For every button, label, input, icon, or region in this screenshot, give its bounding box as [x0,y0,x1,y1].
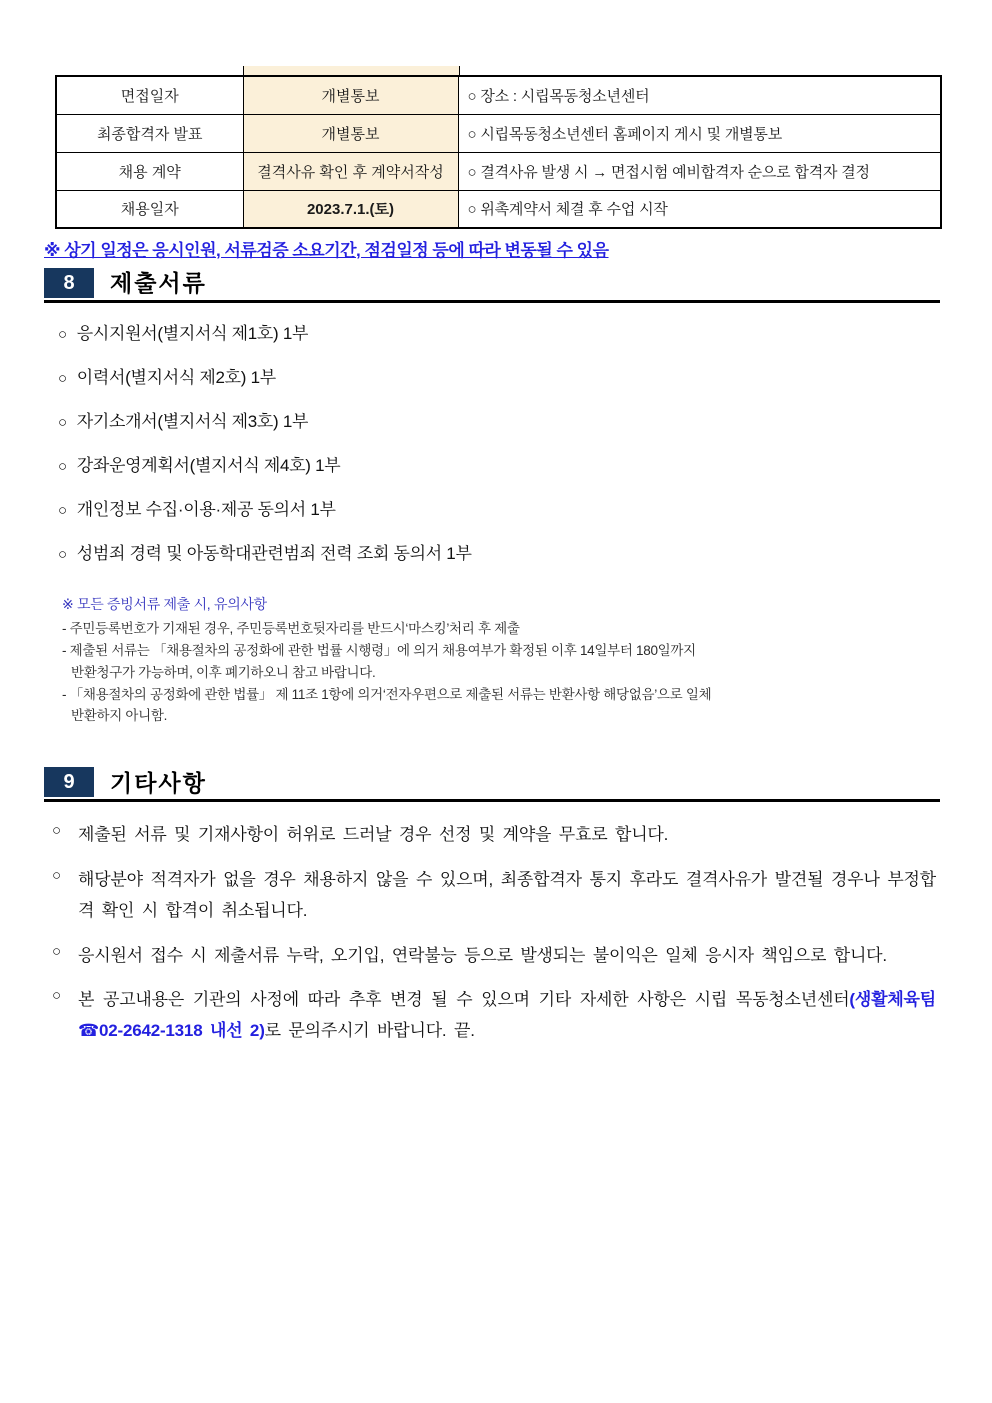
notice-header: ※ 모든 증빙서류 제출 시, 유의사항 [62,596,267,612]
section9-heading [44,767,940,802]
list-item [58,451,940,476]
list-item [52,819,940,850]
list-item-text: 강좌운영계획서(별지서식 제4호) 1부 [76,456,341,475]
table-row [56,76,941,114]
row-value: 개별통보 [243,76,458,114]
list-item-text: 해당분야 적격자가 없을 경우 채용하지 않을 수 있으며, 최종합격자 통지 후라도 결격사유가 발견될 경우나 부정합격 확인 시 합격이 취소됩니다. [78,869,936,921]
circle-bullet-icon: ○ [52,942,62,960]
list-item-text: 이력서(별지서식 제2호) 1부 [76,368,276,387]
row-label: 채용 계약 [56,152,243,190]
list-item-text: 개인정보 수집·이용·제공 동의서 1부 [76,500,336,519]
row-label: 채용일자 [56,190,243,228]
row-detail: ○ 위촉계약서 체결 후 수업 시작 [458,190,941,228]
row-detail: ○ 시립목동청소년센터 홈페이지 게시 및 개별통보 [458,114,941,152]
circle-bullet-icon: ○ [58,326,67,343]
circle-bullet-icon: ○ [58,502,67,519]
circle-bullet-icon: ○ [52,822,62,840]
row-value: 결격사유 확인 후 계약서작성 [243,152,458,190]
section8-heading [44,268,940,303]
other-matters-list [52,819,940,1047]
circle-bullet-icon: ○ [52,987,62,1005]
notice-line: - 「채용절차의 공정화에 관한 법률」 제 11조 1항에 의거‘전자우편으로 제출된 서류는 반환사항 해당없음’으로 일체 [62,686,712,702]
list-item [58,319,940,344]
row-detail: ○ 장소 : 시립목동청소년센터 [458,76,941,114]
list-item [58,363,940,388]
list-item-text: 성범죄 경력 및 아동학대관련범죄 전력 조회 동의서 1부 [76,544,472,563]
row-label: 면접일자 [56,76,243,114]
list-item [58,495,940,520]
table-cutoff-cell [243,66,460,75]
list-item [52,940,940,971]
table-row [56,190,941,228]
list-item [58,539,940,564]
list-item [58,407,940,432]
submission-document-list [58,319,940,564]
notice-line: 반환청구가 가능하며, 이후 폐기하오니 참고 바랍니다. [71,664,376,680]
circle-bullet-icon: ○ [58,414,67,431]
notice-line: 반환하지 아니함. [71,708,168,724]
list-item-text [78,984,936,1047]
contact-text-before: 본 공고내용은 기관의 사정에 따라 추후 변경 될 수 있으며 기타 자세한 사항은 시립 목동청소년센터 [78,990,850,1010]
circle-bullet-icon: ○ [58,546,67,563]
table-row [56,114,941,152]
section9-title: 기타사항 [110,769,207,796]
circle-bullet-icon: ○ [52,866,62,884]
row-label: 최종합격자 발표 [56,114,243,152]
row-value: 개별통보 [243,114,458,152]
section8-title: 제출서류 [110,270,207,297]
circle-bullet-icon: ○ [58,370,67,387]
list-item-text: 응시지원서(별지서식 제1호) 1부 [76,324,309,343]
row-value: 2023.7.1.(토) [243,190,458,228]
list-item-text: 응시원서 접수 시 제출서류 누락, 오기입, 연락불능 등으로 발생되는 불이익은 일체 응시자 책임으로 합니다. [78,945,887,965]
list-item-text: 제출된 서류 및 기재사항이 허위로 드러날 경우 선정 및 계약을 무효로 합니다. [78,825,669,845]
table-row [56,152,941,190]
notice-line: - 제출된 서류는 「채용절차의 공정화에 관한 법률 시행령」에 의거 채용여부가 확정된 이후 14일부터 180일까지 [62,642,696,658]
schedule-table [55,75,942,229]
schedule-footnote: ※ 상기 일정은 응시인원, 서류검증 소요기간, 점검일정 등에 따라 변동될 수 있음 [44,241,609,260]
section9-number-badge: 9 [44,767,94,797]
notice-line: - 주민등록번호가 기재된 경우, 주민등록번호뒷자리를 반드시‘마스킹’처리 후 제출 [62,621,520,636]
section8-number-badge: 8 [44,268,94,298]
contact-phone: (생활체육팀 ☎02-2642-1318 내선 2) [78,990,936,1041]
list-item [52,984,940,1047]
submission-notice [62,594,940,727]
row-detail: ○ 결격사유 발생 시 → 면접시험 예비합격자 순으로 합격자 결정 [458,152,941,190]
list-item-text: 자기소개서(별지서식 제3호) 1부 [76,412,309,431]
circle-bullet-icon: ○ [58,458,67,475]
list-item [52,864,940,927]
contact-text-after: 로 문의주시기 바랍니다. 끝. [264,1021,475,1041]
